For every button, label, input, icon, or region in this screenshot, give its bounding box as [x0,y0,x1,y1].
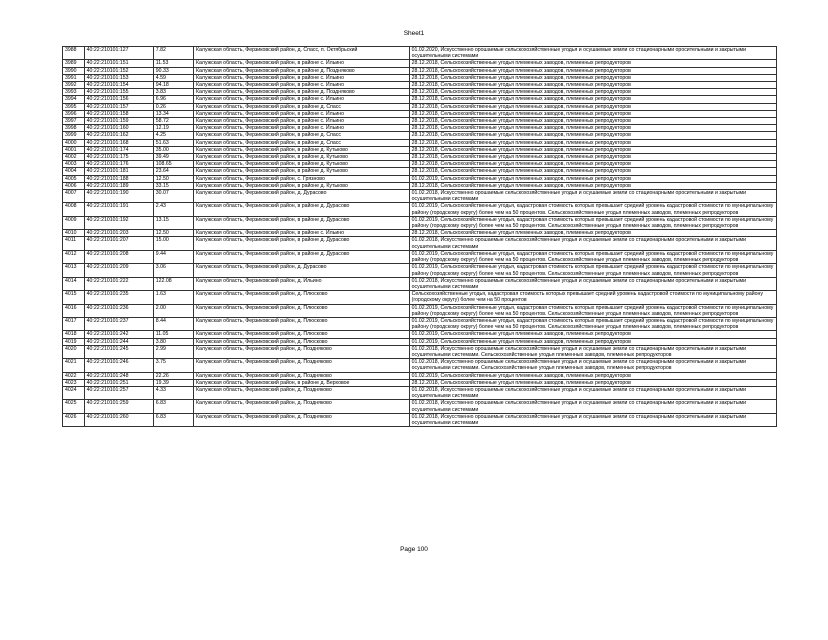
address-cell: Калужская область, Ферзиковский район, д. Поздняково [194,386,410,399]
area-cell: 13.34 [153,110,193,117]
address-cell: Калужская область, Ферзиковский район, в районе с. Ильино [194,82,410,89]
description-cell: 28.12.2018, Сельскохозяйственные угодья племенных заводов, племенных репродукторов [409,139,776,146]
area-cell: 94.18 [153,82,193,89]
table-row [63,304,777,317]
row-number-cell: 4019 [63,338,85,345]
row-number-cell: 4008 [63,203,85,216]
table-row [63,237,777,250]
row-number-cell: 4004 [63,168,85,175]
table-row [63,338,777,345]
address-cell: Калужская область, Ферзиковский район, в районе д. Поздняково [194,89,410,96]
description-cell: Сельскохозяйственные угодья, кадастровая стоимость которых превышает средний уровень кадастровой стоимости по муниципальному району (городскому округу) более чем на 50 процентов [409,291,776,304]
row-number-cell: 4011 [63,237,85,250]
table-row [63,60,777,67]
cadastral-number-cell: 40:22:210101:260 [84,413,153,426]
cadastral-number-cell: 40:22:210101:168 [84,139,153,146]
area-cell: 0.26 [153,103,193,110]
sheet-title: Sheet1 [403,30,425,37]
area-cell: 30.07 [153,190,193,203]
table-row [63,118,777,125]
cadastral-number-cell: 40:22:210101:236 [84,304,153,317]
row-number-cell: 3991 [63,74,85,81]
description-cell: 28.12.2018, Сельскохозяйственные угодья племенных заводов, племенных репродукторов [409,103,776,110]
table-row [63,132,777,139]
cadastral-number-cell: 40:22:210101:245 [84,345,153,358]
table-row [63,379,777,386]
cadastral-number-cell: 40:22:210101:209 [84,264,153,277]
description-cell: 28.12.2018, Сельскохозяйственные угодья племенных заводов, племенных репродукторов [409,96,776,103]
description-cell: 28.12.2018, Сельскохозяйственные угодья племенных заводов, племенных репродукторов [409,154,776,161]
table-row [63,168,777,175]
area-cell: 6.83 [153,400,193,413]
table-row [63,291,777,304]
area-cell: 2.43 [153,203,193,216]
cadastral-number-cell: 40:22:210101:181 [84,168,153,175]
description-cell: 01.02.2018, Искусственно орошаемые сельскохозяйственные угодья и осушаемые земли со стационарными оросительными и закрытыми осушительными системами [409,237,776,250]
address-cell: Калужская область, Ферзиковский район, в районе д. Дурасово [194,216,410,229]
row-number-cell: 4000 [63,139,85,146]
table-row [63,96,777,103]
row-number-cell: 4017 [63,317,85,330]
row-number-cell: 4025 [63,400,85,413]
cadastral-number-cell: 40:22:210101:207 [84,237,153,250]
table-row [63,103,777,110]
cadastral-number-cell: 40:22:210101:208 [84,250,153,263]
cadastral-number-cell: 40:22:210101:203 [84,230,153,237]
table-row [63,47,777,60]
address-cell: Калужская область, Ферзиковский район, в районе д. Кутьково [194,146,410,153]
area-cell: 11.53 [153,60,193,67]
cadastral-number-cell: 40:22:210101:235 [84,291,153,304]
address-cell: Калужская область, Ферзиковский район, с. Грязново [194,175,410,182]
address-cell: Калужская область, Ферзиковский район, д. Плюсково [194,331,410,338]
address-cell: Калужская область, Ферзиковский район, в районе д. Поздняково [194,67,410,74]
row-number-cell: 4001 [63,146,85,153]
row-number-cell: 4010 [63,230,85,237]
row-number-cell: 4005 [63,175,85,182]
address-cell: Калужская область, Ферзиковский район, в районе с. Ильино [194,96,410,103]
row-number-cell: 3998 [63,125,85,132]
table-body [63,47,777,427]
row-number-cell: 4009 [63,216,85,229]
table-row [63,139,777,146]
row-number-cell: 4018 [63,331,85,338]
table-row [63,400,777,413]
table-row [63,182,777,189]
description-cell: 01.02.2019, Сельскохозяйственные угодья племенных заводов, племенных репродукторов [409,175,776,182]
description-cell: 28.12.2018, Сельскохозяйственные угодья племенных заводов, племенных репродукторов [409,125,776,132]
area-cell: 2.99 [153,345,193,358]
description-cell: 01.02.2018, Искусственно орошаемые сельскохозяйственные угодья и осушаемые земли со стационарными оросительными и закрытыми осушительными системами [409,190,776,203]
row-number-cell: 4006 [63,182,85,189]
cadastral-number-cell: 40:22:210101:242 [84,331,153,338]
address-cell: Калужская область, Ферзиковский район, в районе д. Дурасово [194,250,410,263]
table-row [63,67,777,74]
row-number-cell: 4015 [63,291,85,304]
description-cell: 28.12.2018, Сельскохозяйственные угодья племенных заводов, племенных репродукторов [409,182,776,189]
description-cell: 28.12.2018, Сельскохозяйственные угодья племенных заводов, племенных репродукторов [409,230,776,237]
cadastral-number-cell: 40:22:210101:158 [84,110,153,117]
description-cell: 28.12.2018, Сельскохозяйственные угодья племенных заводов, племенных репродукторов [409,132,776,139]
cadastral-number-cell: 40:22:210101:257 [84,386,153,399]
table-row [63,154,777,161]
cadastral-number-cell: 40:22:210101:159 [84,118,153,125]
area-cell: 11.05 [153,331,193,338]
address-cell: Калужская область, Ферзиковский район, в районе с. Ильино [194,74,410,81]
cadastral-number-cell: 40:22:210101:174 [84,146,153,153]
description-cell: 01.02.2018, Искусственно орошаемые сельскохозяйственные угодья и осушаемые земли со стационарными оросительными и закрытыми осушительными системами. Сельскохозяйственные угодья племенных заводов, племенных репродукторов [409,359,776,372]
table-row [63,264,777,277]
area-cell: 19.39 [153,379,193,386]
address-cell: Калужская область, Ферзиковский район, д. Спасс, п. Октябрьский [194,47,410,60]
description-cell: 01.02.2019, Сельскохозяйственные угодья, кадастровая стоимость которых превышает средний уровень кадастровой стоимости по муниципальному району (городскому округу) более чем на 50 процентов. Сельскохозяйственные угодья племенных заводов, племенных репродукторов [409,250,776,263]
description-cell: 28.12.2018, Сельскохозяйственные угодья племенных заводов, племенных репродукторов [409,146,776,153]
area-cell: 15.00 [153,237,193,250]
table-row [63,372,777,379]
cadastral-number-cell: 40:22:210101:222 [84,277,153,290]
table-row [63,175,777,182]
cadastral-number-cell: 40:22:210101:176 [84,161,153,168]
address-cell: Калужская область, Ферзиковский район, д. Плюсково [194,317,410,330]
area-cell: 3.80 [153,338,193,345]
cadastral-number-cell: 40:22:210101:152 [84,67,153,74]
address-cell: Калужская область, Ферзиковский район, в районе д. Верховое [194,379,410,386]
cadastral-number-cell: 40:22:210101:162 [84,132,153,139]
cadastral-number-cell: 40:22:210101:175 [84,154,153,161]
table-row [63,146,777,153]
table-row [63,190,777,203]
address-cell: Калужская область, Ферзиковский район, в районе с. Ильино [194,230,410,237]
row-number-cell: 3993 [63,89,85,96]
description-cell: 01.02.2019, Сельскохозяйственные угодья племенных заводов, племенных репродукторов [409,331,776,338]
area-cell: 33.15 [153,182,193,189]
row-number-cell: 4026 [63,413,85,426]
row-number-cell: 4002 [63,154,85,161]
table-row [63,277,777,290]
table-row [63,359,777,372]
row-number-cell: 4003 [63,161,85,168]
cadastral-number-cell: 40:22:210101:153 [84,74,153,81]
row-number-cell: 4016 [63,304,85,317]
row-number-cell: 3989 [63,60,85,67]
address-cell: Калужская область, Ферзиковский район, в районе д. Спасс [194,139,410,146]
table-row [63,331,777,338]
description-cell: 01.02.2018, Искусственно орошаемые сельскохозяйственные угодья и осушаемые земли со стационарными оросительными и закрытыми осушительными системами [409,400,776,413]
description-cell: 28.12.2018, Сельскохозяйственные угодья племенных заводов, племенных репродукторов [409,379,776,386]
cadastral-number-cell: 40:22:210101:156 [84,96,153,103]
area-cell: 122.08 [153,277,193,290]
area-cell: 7.82 [153,47,193,60]
cadastral-number-cell: 40:22:210101:191 [84,203,153,216]
description-cell: 28.12.2018, Сельскохозяйственные угодья племенных заводов, племенных репродукторов [409,89,776,96]
row-number-cell: 4022 [63,372,85,379]
table-row [63,386,777,399]
address-cell: Калужская область, Ферзиковский район, в районе д. Кутьково [194,168,410,175]
cadastral-number-cell: 40:22:210101:259 [84,400,153,413]
row-number-cell: 4014 [63,277,85,290]
description-cell: 28.12.2018, Сельскохозяйственные угодья племенных заводов, племенных репродукторов [409,74,776,81]
address-cell: Калужская область, Ферзиковский район, д. Поздняково [194,372,410,379]
table-row [63,216,777,229]
cadastral-number-cell: 40:22:210101:244 [84,338,153,345]
table-row [63,110,777,117]
row-number-cell: 4020 [63,345,85,358]
address-cell: Калужская область, Ферзиковский район, в районе с. Ильино [194,118,410,125]
address-cell: Калужская область, Ферзиковский район, в районе д. Кутьково [194,154,410,161]
area-cell: 39.49 [153,154,193,161]
area-cell: 8.44 [153,317,193,330]
land-parcel-table [62,46,777,427]
cadastral-number-cell: 40:22:210101:192 [84,216,153,229]
area-cell: 90.33 [153,67,193,74]
address-cell: Калужская область, Ферзиковский район, в районе с. Ильино [194,60,410,67]
description-cell: 28.12.2018, Сельскохозяйственные угодья племенных заводов, племенных репродукторов [409,118,776,125]
description-cell: 28.12.2018, Сельскохозяйственные угодья племенных заводов, племенных репродукторов [409,67,776,74]
row-number-cell: 3996 [63,110,85,117]
description-cell: 01.02.2019, Сельскохозяйственные угодья, кадастровая стоимость которых превышает средний уровень кадастровой стоимости по муниципальному району (городскому округу) более чем на 50 процентов. Сельскохозяйственные угодья племенных заводов, племенных репродукторов [409,264,776,277]
address-cell: Калужская область, Ферзиковский район, д. Дурасово [194,190,410,203]
area-cell: 9.44 [153,250,193,263]
table-row [63,74,777,81]
cadastral-number-cell: 40:22:210101:237 [84,317,153,330]
row-number-cell: 4012 [63,250,85,263]
row-number-cell: 3992 [63,82,85,89]
row-number-cell: 4023 [63,379,85,386]
area-cell: 12.19 [153,125,193,132]
cadastral-number-cell: 40:22:210101:157 [84,103,153,110]
area-cell: 22.26 [153,372,193,379]
cadastral-number-cell: 40:22:210101:248 [84,372,153,379]
description-cell: 01.02.2019, Сельскохозяйственные угодья племенных заводов, племенных репродукторов [409,372,776,379]
table-row [63,345,777,358]
address-cell: Калужская область, Ферзиковский район, д. Плюсково [194,304,410,317]
address-cell: Калужская область, Ферзиковский район, в районе д. Дурасово [194,203,410,216]
page-number: Page 100 [400,546,428,553]
cadastral-number-cell: 40:22:210101:188 [84,175,153,182]
description-cell: 28.12.2018, Сельскохозяйственные угодья племенных заводов, племенных репродукторов [409,110,776,117]
description-cell: 28.12.2018, Сельскохозяйственные угодья племенных заводов, племенных репродукторов [409,60,776,67]
description-cell: 28.12.2018, Сельскохозяйственные угодья племенных заводов, племенных репродукторов [409,168,776,175]
description-cell: 01.02.2019, Сельскохозяйственные угодья племенных заводов, племенных репродукторов [409,338,776,345]
area-cell: 51.63 [153,139,193,146]
row-number-cell: 3999 [63,132,85,139]
area-cell: 23.64 [153,168,193,175]
area-cell: 1.63 [153,291,193,304]
address-cell: Калужская область, Ферзиковский район, в районе д. Кутьково [194,161,410,168]
area-cell: 3.06 [153,264,193,277]
row-number-cell: 3988 [63,47,85,60]
area-cell: 2.00 [153,304,193,317]
description-cell: 28.12.2018, Сельскохозяйственные угодья племенных заводов, племенных репродукторов [409,82,776,89]
description-cell: 01.02.2019, Сельскохозяйственные угодья, кадастровая стоимость которых превышает средний уровень кадастровой стоимости по муниципальному району (городскому округу) более чем на 50 процентов. Сельскохозяйственные угодья племенных заводов, племенных репродукторов [409,203,776,216]
description-cell: 01.02.2018, Искусственно орошаемые сельскохозяйственные угодья и осушаемые земли со стационарными оросительными и закрытыми осушительными системами. Сельскохозяйственные угодья племенных заводов, племенных репродукторов [409,345,776,358]
address-cell: Калужская область, Ферзиковский район, в районе с. Ильино [194,125,410,132]
cadastral-number-cell: 40:22:210101:160 [84,125,153,132]
table-row [63,125,777,132]
table-row [63,89,777,96]
table-row [63,161,777,168]
table-row [63,413,777,426]
area-cell: 12.50 [153,175,193,182]
table-row [63,82,777,89]
description-cell: 01.02.2019, Сельскохозяйственные угодья, кадастровая стоимость которых превышает средний уровень кадастровой стоимости по муниципальному району (городскому округу) более чем на 50 процентов. Сельскохозяйственные угодья племенных заводов, племенных репродукторов [409,216,776,229]
address-cell: Калужская область, Ферзиковский район, д. Плюсково [194,291,410,304]
area-cell: 58.72 [153,118,193,125]
row-number-cell: 4007 [63,190,85,203]
address-cell: Калужская область, Ферзиковский район, д. Поздняково [194,345,410,358]
description-cell: 28.12.2018, Сельскохозяйственные угодья племенных заводов, племенных репродукторов [409,161,776,168]
table-row [63,203,777,216]
area-cell: 3.83 [153,89,193,96]
description-cell: 01.02.2019, Сельскохозяйственные угодья, кадастровая стоимость которых превышает средний уровень кадастровой стоимости по муниципальному району (городскому округу) более чем на 50 процентов. Сельскохозяйственные угодья племенных заводов, племенных репродукторов [409,317,776,330]
cadastral-number-cell: 40:22:210101:151 [84,60,153,67]
row-number-cell: 4024 [63,386,85,399]
area-cell: 6.83 [153,413,193,426]
address-cell: Калужская область, Ферзиковский район, в районе д. Спасс [194,103,410,110]
area-cell: 4.25 [153,132,193,139]
description-cell: 01.02.2019, Сельскохозяйственные угодья, кадастровая стоимость которых превышает средний уровень кадастровой стоимости по муниципальному району (городскому округу) более чем на 50 процентов. Сельскохозяйственные угодья племенных заводов, племенных репродукторов [409,304,776,317]
area-cell: 3.75 [153,359,193,372]
table-row [63,250,777,263]
address-cell: Калужская область, Ферзиковский район, д. Ильино [194,277,410,290]
address-cell: Калужская область, Ферзиковский район, в районе д. Спасс [194,132,410,139]
area-cell: 4.59 [153,74,193,81]
cadastral-number-cell: 40:22:210101:190 [84,190,153,203]
cadastral-number-cell: 40:22:210101:246 [84,359,153,372]
address-cell: Калужская область, Ферзиковский район, д. Дурасово [194,264,410,277]
area-cell: 6.96 [153,96,193,103]
row-number-cell: 4021 [63,359,85,372]
row-number-cell: 3997 [63,118,85,125]
description-cell: 01.02.2018, Искусственно орошаемые сельскохозяйственные угодья и осушаемые земли со стационарными оросительными и закрытыми осушительными системами [409,277,776,290]
table-row [63,230,777,237]
cadastral-number-cell: 40:22:210101:155 [84,89,153,96]
description-cell: 01.02.2018, Искусственно орошаемые сельскохозяйственные угодья и осушаемые земли со стационарными оросительными и закрытыми осушительными системами [409,413,776,426]
area-cell: 108.65 [153,161,193,168]
cadastral-number-cell: 40:22:210101:127 [84,47,153,60]
table-row [63,317,777,330]
address-cell: Калужская область, Ферзиковский район, в районе д. Дурасово [194,237,410,250]
area-cell: 12.50 [153,230,193,237]
cadastral-number-cell: 40:22:210101:189 [84,182,153,189]
cadastral-number-cell: 40:22:210101:154 [84,82,153,89]
address-cell: Калужская область, Ферзиковский район, д. Поздняково [194,359,410,372]
area-cell: 4.33 [153,386,193,399]
row-number-cell: 3990 [63,67,85,74]
area-cell: 35.00 [153,146,193,153]
row-number-cell: 3994 [63,96,85,103]
row-number-cell: 4013 [63,264,85,277]
address-cell: Калужская область, Ферзиковский район, в районе д. Кутьково [194,182,410,189]
address-cell: Калужская область, Ферзиковский район, в районе с. Ильино [194,110,410,117]
row-number-cell: 3995 [63,103,85,110]
cadastral-number-cell: 40:22:210101:251 [84,379,153,386]
address-cell: Калужская область, Ферзиковский район, д. Плюсково [194,338,410,345]
address-cell: Калужская область, Ферзиковский район, д. Поздняково [194,413,410,426]
description-cell: 01.02.2018, Искусственно орошаемые сельскохозяйственные угодья и осушаемые земли со стационарными оросительными и закрытыми осушительными системами [409,386,776,399]
address-cell: Калужская область, Ферзиковский район, д. Поздняково [194,400,410,413]
area-cell: 13.15 [153,216,193,229]
description-cell: 01.02.2020, Искусственно орошаемые сельскохозяйственные угодья и осушаемые земли со стационарными оросительными и закрытыми осушительными системами [409,47,776,60]
